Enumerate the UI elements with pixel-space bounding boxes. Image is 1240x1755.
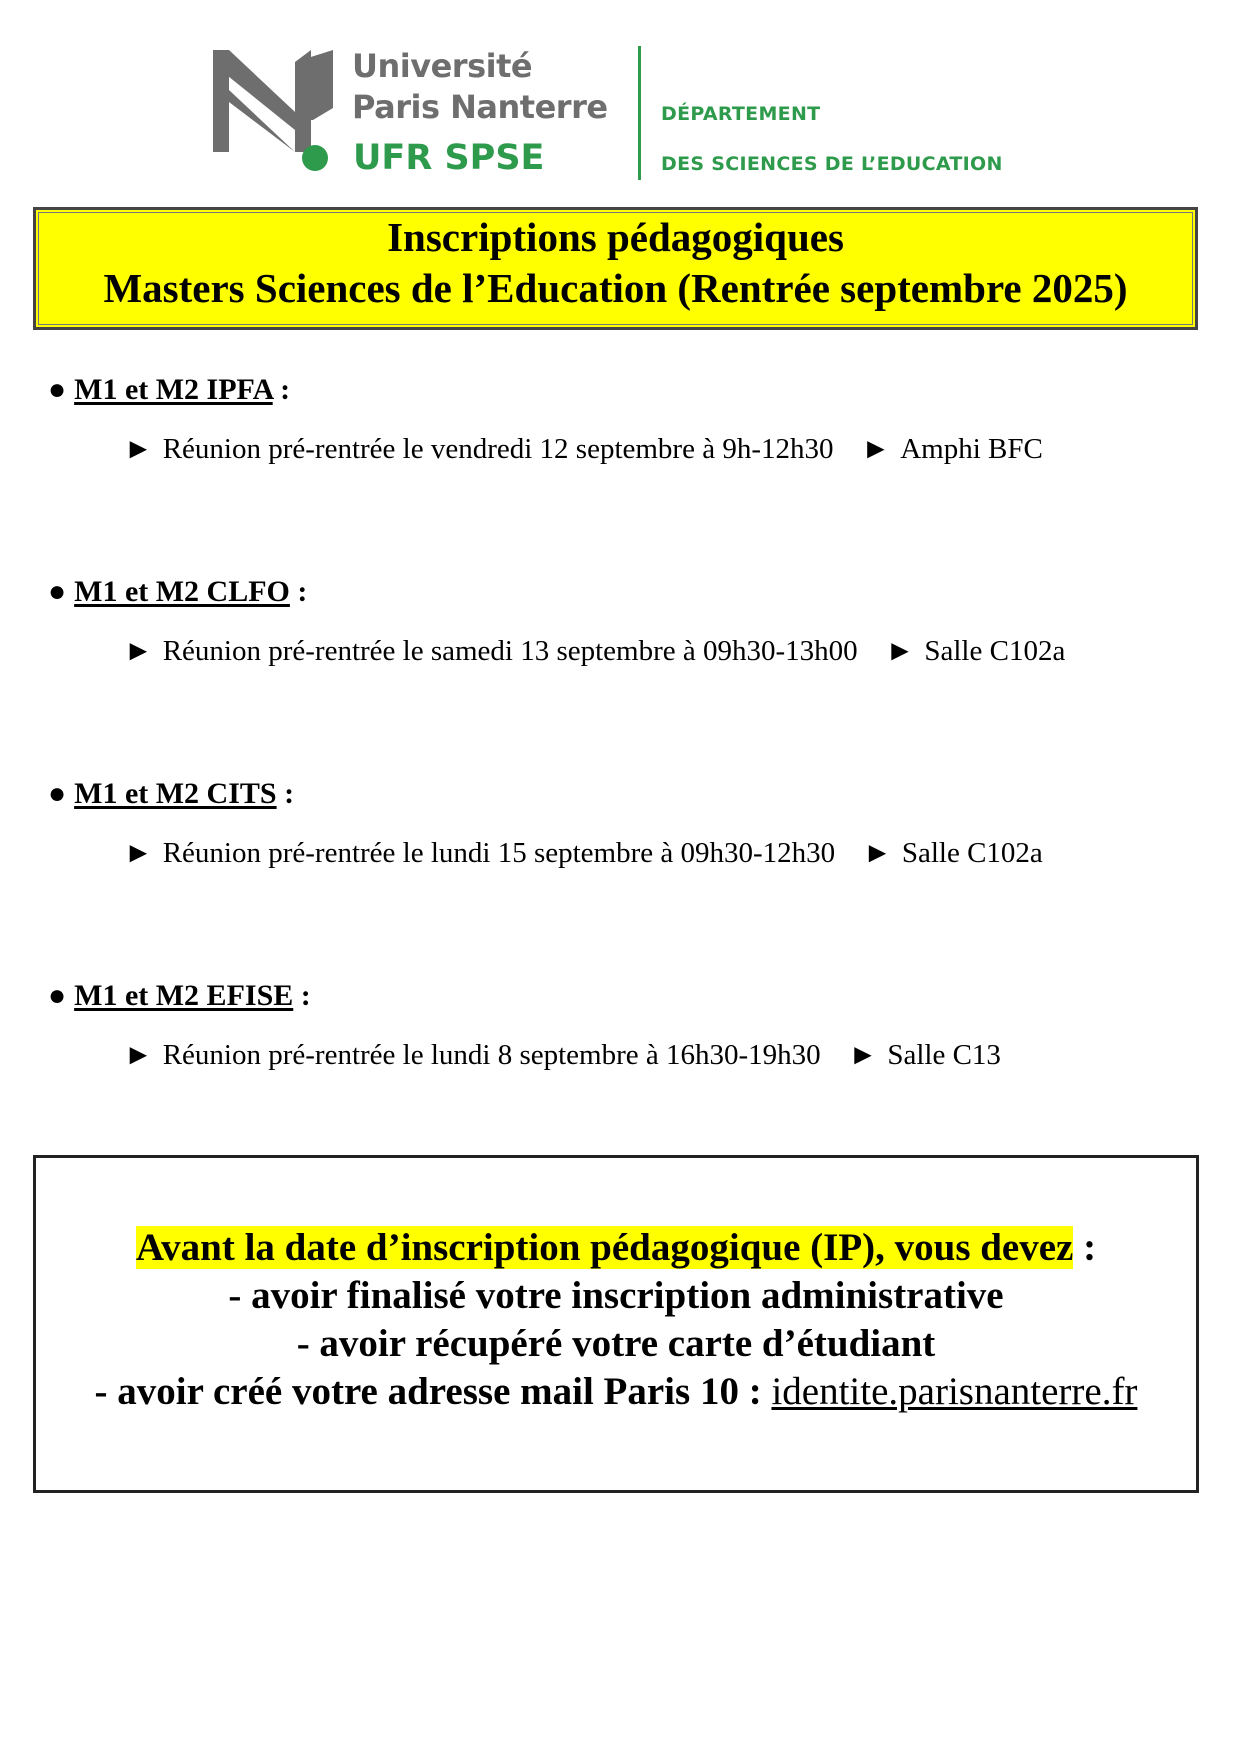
program-meeting bbox=[124, 433, 1043, 466]
department-line1: DÉPARTEMENT bbox=[661, 103, 821, 125]
bullet-icon: ● bbox=[48, 373, 67, 406]
ufr-name: UFR SPSE bbox=[353, 138, 545, 178]
program-heading bbox=[48, 979, 311, 1013]
notice-item: - avoir récupéré votre carte d’étudiant bbox=[296, 1322, 936, 1365]
arrow-right-icon: ► bbox=[124, 1039, 153, 1071]
notice-box bbox=[33, 1155, 1199, 1493]
program-meeting bbox=[124, 635, 1065, 668]
program-item-cits bbox=[48, 777, 1043, 869]
program-item-efise bbox=[48, 979, 1001, 1071]
program-name: M1 et M2 CLFO bbox=[74, 575, 290, 608]
meeting-text: Réunion pré-rentrée le vendredi 12 septembre à 9h-12h30 bbox=[162, 433, 834, 465]
green-dot-icon bbox=[302, 145, 328, 171]
arrow-right-icon: ► bbox=[124, 433, 153, 465]
program-suffix: : bbox=[276, 777, 295, 810]
arrow-right-icon: ► bbox=[861, 433, 891, 465]
university-name-line1: Université bbox=[352, 47, 533, 85]
arrow-right-icon: ► bbox=[124, 635, 153, 667]
notice-intro-suffix: : bbox=[1073, 1226, 1097, 1269]
title-box bbox=[33, 207, 1198, 330]
identity-link[interactable]: identite.parisnanterre.fr bbox=[771, 1370, 1138, 1413]
program-suffix: : bbox=[289, 575, 308, 608]
arrow-right-icon: ► bbox=[885, 635, 915, 667]
program-heading bbox=[48, 373, 290, 407]
notice-item bbox=[36, 1368, 1196, 1416]
notice-item-text: - avoir créé votre adresse mail Paris 10 : bbox=[94, 1370, 772, 1413]
university-name-line2: Paris Nanterre bbox=[352, 88, 608, 126]
department-line2: DES SCIENCES DE L’EDUCATION bbox=[661, 153, 1003, 175]
program-name: M1 et M2 IPFA bbox=[74, 373, 273, 406]
page-title: Inscriptions pédagogiques bbox=[387, 214, 844, 260]
program-suffix: : bbox=[293, 979, 311, 1012]
meeting-text: Réunion pré-rentrée le lundi 8 septembre à 16h30-19h30 bbox=[162, 1039, 821, 1071]
meeting-place: Amphi BFC bbox=[900, 433, 1043, 465]
bullet-icon: ● bbox=[48, 979, 67, 1012]
program-heading bbox=[48, 777, 294, 811]
program-meeting bbox=[124, 837, 1043, 870]
notice-item: - avoir finalisé votre inscription administrative bbox=[228, 1274, 1004, 1317]
notice-intro bbox=[36, 1224, 1196, 1272]
page-subtitle: Masters Sciences de l’Education (Rentrée septembre 2025) bbox=[103, 265, 1128, 311]
program-suffix: : bbox=[272, 373, 291, 406]
meeting-place: Salle C102a bbox=[901, 837, 1043, 869]
arrow-right-icon: ► bbox=[863, 837, 892, 869]
logo-divider bbox=[638, 46, 641, 180]
meeting-text: Réunion pré-rentrée le lundi 15 septembre à 09h30-12h30 bbox=[162, 837, 836, 869]
arrow-right-icon: ► bbox=[848, 1039, 878, 1071]
program-meeting bbox=[124, 1039, 1001, 1072]
program-item-clfo bbox=[48, 575, 1066, 667]
ufr-label bbox=[302, 138, 544, 178]
program-item-ipfa bbox=[48, 373, 1043, 465]
arrow-right-icon: ► bbox=[124, 837, 153, 869]
bullet-icon: ● bbox=[48, 575, 67, 608]
bullet-icon: ● bbox=[48, 777, 67, 810]
notice-intro-highlight: Avant la date d’inscription pédagogique (IP), vous devez bbox=[135, 1226, 1074, 1269]
program-name: M1 et M2 EFISE bbox=[74, 979, 294, 1012]
university-name bbox=[352, 46, 608, 128]
meeting-place: Salle C102a bbox=[924, 635, 1066, 667]
meeting-place: Salle C13 bbox=[887, 1039, 1001, 1071]
program-name: M1 et M2 CITS bbox=[74, 777, 277, 810]
meeting-text: Réunion pré-rentrée le samedi 13 septembre à 09h30-13h00 bbox=[162, 635, 858, 667]
program-heading bbox=[48, 575, 307, 609]
university-logo-mark bbox=[213, 50, 333, 152]
